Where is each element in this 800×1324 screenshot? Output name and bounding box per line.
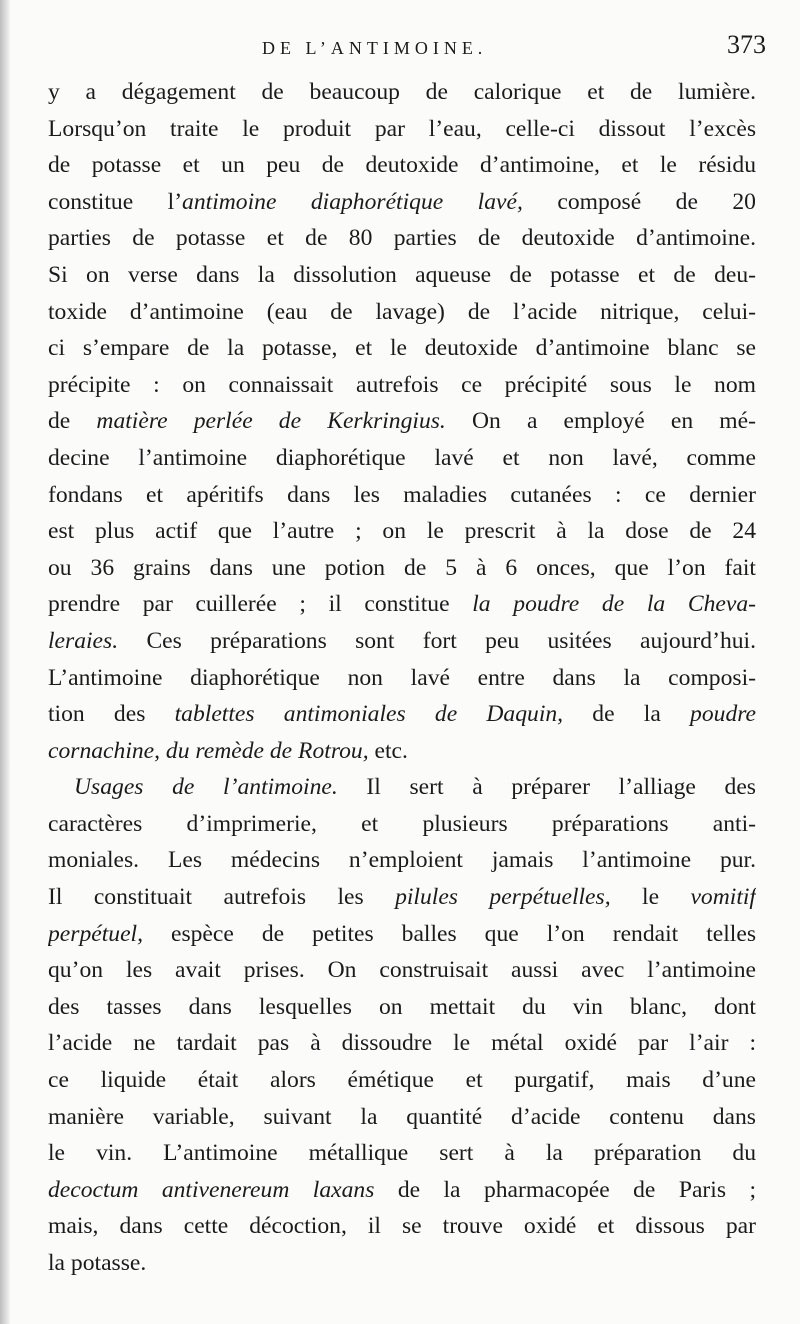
text-line: y a dégagement de beaucoup de calorique et de lumière. (48, 79, 756, 105)
text-line: Usages de l’antimoine. Il sert à préparer l’alliage des (74, 774, 756, 801)
text-line: Lorsqu’on traite le produit par l’eau, celle-ci dissout l’excès (48, 115, 756, 142)
text-line: qu’on les avait prises. On construisait aussi avec l’antimoine (48, 957, 756, 984)
text-line: des tasses dans lesquelles on mettait du vin blanc, dont (48, 993, 756, 1020)
text-line: ci s’empare de la potasse, et le deutoxide d’antimoine blanc se (48, 335, 756, 362)
text-line: fondans et apéritifs dans les maladies cutanées : ce dernier (48, 481, 756, 508)
text-line: manière variable, suivant la quantité d’acide contenu dans (48, 1103, 756, 1130)
text-line: cornachine, du remède de Rotrou, etc. (48, 737, 408, 764)
text-line: L’antimoine diaphorétique non lavé entre dans la composi- (48, 664, 756, 691)
text-line: de matière perlée de Kerkringius. On a employé en mé- (48, 408, 756, 435)
text-line: précipite : on connaissait autrefois ce précipité sous le nom (48, 371, 756, 398)
text-line: Il constituait autrefois les pilules perpétuelles, le vomitif (48, 884, 756, 911)
text-line: parties de potasse et de 80 parties de deutoxide d’antimoine. (48, 225, 756, 252)
page-header (48, 30, 766, 70)
text-line: Si on verse dans la dissolution aqueuse de potasse et de deu- (48, 261, 756, 288)
text-line: constitue l’antimoine diaphorétique lavé, composé de 20 (48, 188, 756, 215)
text-line: caractères d’imprimerie, et plusieurs préparations anti- (48, 810, 756, 837)
text-line: prendre par cuillerée ; il constitue la poudre de la Cheva- (48, 591, 756, 618)
text-line: de potasse et un peu de deutoxide d’antimoine, et le résidu (48, 152, 756, 179)
text-line: perpétuel, espèce de petites balles que l’on rendait telles (48, 920, 756, 947)
page-number: 373 (727, 30, 766, 59)
page-gutter-shadow (0, 0, 10, 1324)
text-line: decoctum antivenereum laxans de la pharmacopée de Paris ; (48, 1176, 756, 1203)
body-text (48, 74, 756, 1282)
text-line: toxide d’antimoine (eau de lavage) de l’acide nitrique, celui- (48, 298, 756, 325)
text-line: est plus actif que l’autre ; on le prescrit à la dose de 24 (48, 518, 756, 545)
text-line: leraies. Ces préparations sont fort peu usitées aujourd’hui. (48, 627, 756, 654)
text-line: le vin. L’antimoine métallique sert à la préparation du (48, 1140, 756, 1167)
text-line: ou 36 grains dans une potion de 5 à 6 onces, que l’on fait (48, 554, 756, 581)
text-line: tion des tablettes antimoniales de Daquin, de la poudre (48, 701, 756, 728)
text-line: l’acide ne tardait pas à dissoudre le métal oxidé par l’air : (48, 1030, 756, 1057)
text-line: ce liquide était alors émétique et purgatif, mais d’une (48, 1067, 756, 1094)
text-line: mais, dans cette décoction, il se trouve oxidé et dissous par (48, 1213, 756, 1240)
text-line: moniales. Les médecins n’emploient jamais l’antimoine pur. (48, 847, 756, 874)
text-line: la potasse. (48, 1250, 147, 1276)
running-title: DE L’ANTIMOINE. (262, 38, 488, 58)
text-line: decine l’antimoine diaphorétique lavé et non lavé, comme (48, 444, 756, 471)
